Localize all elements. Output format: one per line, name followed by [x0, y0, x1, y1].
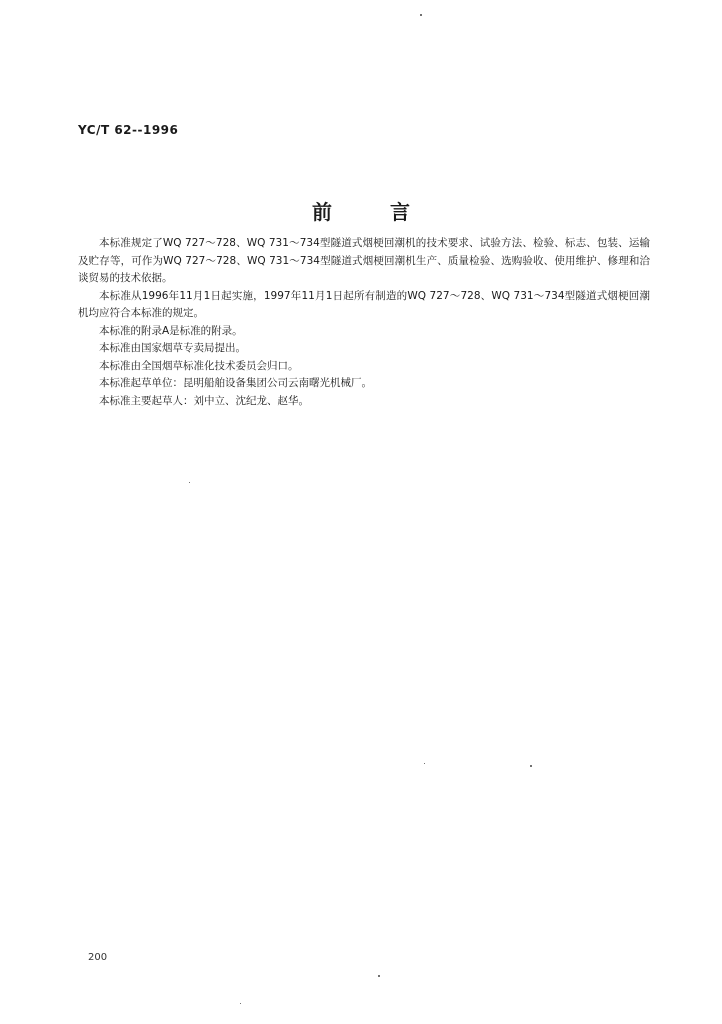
scan-speck	[530, 765, 532, 767]
document-code: YC/T 62--1996	[78, 123, 179, 137]
scan-speck	[240, 1003, 241, 1004]
scan-speck	[424, 763, 425, 764]
scan-speck	[420, 14, 422, 16]
page-title: 前言	[312, 200, 468, 224]
paragraph-drafting-unit: 本标准起草单位：昆明船舶设备集团公司云南曙光机械厂。	[99, 377, 372, 389]
paragraph-scope: 本标准规定了WQ 727～728、WQ 731～734型隧道式烟梗回潮机的技术要求、试验方法、检验、标志、包装、运输及贮存等，可作为WQ 727～728、WQ 731～734型隧道式烟梗回潮机生产、质量检验、选购验收、使用维护、修理和洽谈贸易的技术依据。	[78, 237, 650, 284]
paragraph-appendix: 本标准的附录A是标准的附录。	[99, 324, 243, 337]
scan-speck	[189, 482, 190, 483]
preface-body	[78, 235, 650, 410]
paragraph-proposer: 本标准由国家烟草专卖局提出。	[99, 342, 246, 354]
scan-speck	[378, 975, 380, 977]
paragraph-drafters: 本标准主要起草人：刘中立、沈纪龙、赵华。	[99, 394, 309, 407]
page-number: 200	[88, 952, 108, 963]
paragraph-effective-date: 本标准从1996年11月1日起实施，1997年11月1日起所有制造的WQ 727～728、WQ 731～734型隧道式烟梗回潮机均应符合本标准的规定。	[78, 289, 650, 319]
paragraph-administrator: 本标准由全国烟草标准化技术委员会归口。	[99, 359, 299, 372]
